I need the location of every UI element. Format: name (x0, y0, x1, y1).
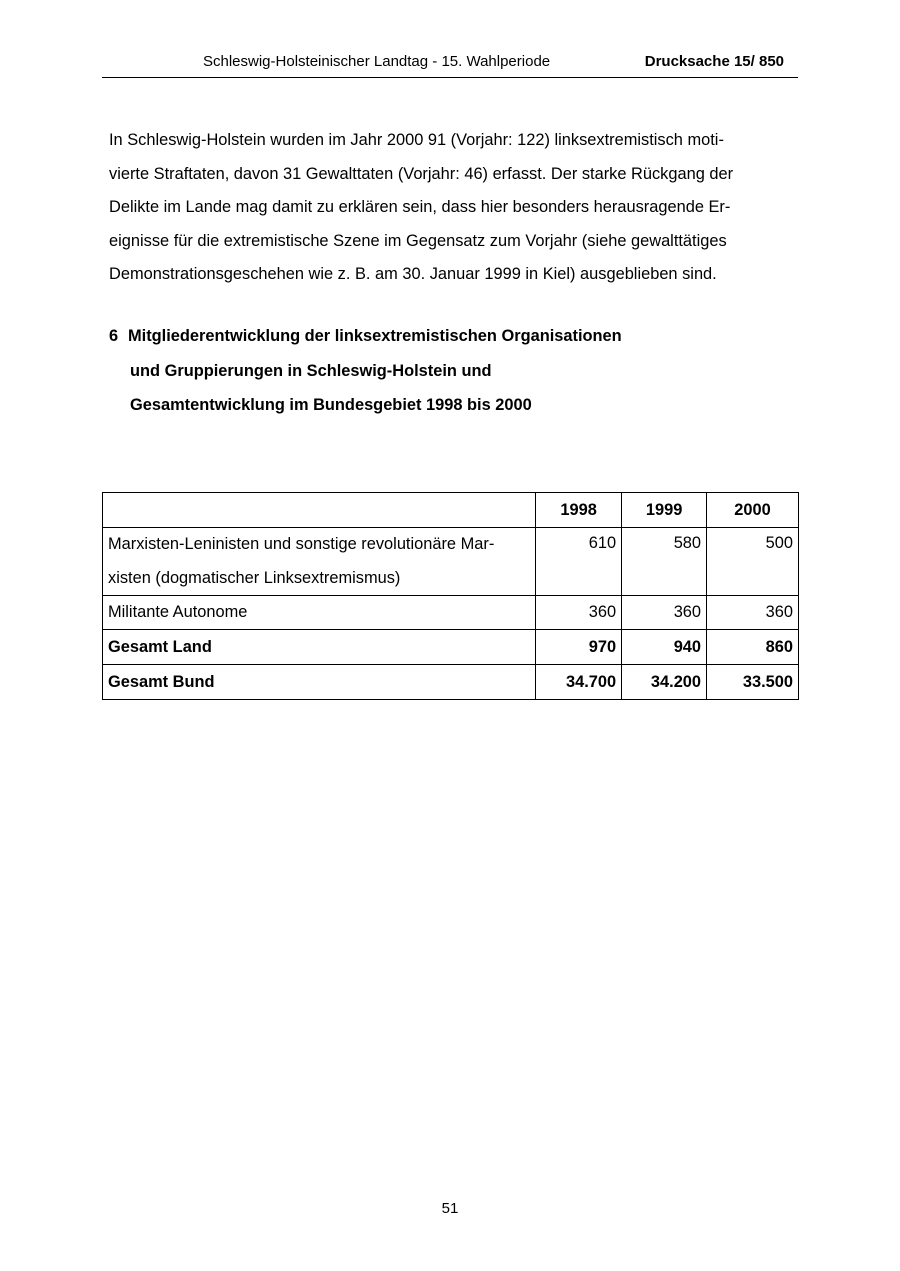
table-cell: 360 (622, 596, 707, 630)
paragraph-line: In Schleswig-Holstein wurden im Jahr 2000 91 (Vorjahr: 122) linksextremistisch moti- (109, 131, 724, 149)
table-cell: 360 (707, 596, 799, 630)
table-cell: 360 (536, 596, 622, 630)
table-row (103, 596, 799, 630)
table-cell: 33.500 (707, 665, 799, 700)
row-label-line: xisten (dogmatischer Linksextremismus) (108, 568, 401, 587)
table-cell: 940 (622, 630, 707, 665)
paragraph-line: Demonstrationsgeschehen wie z. B. am 30. Januar 1999 in Kiel) ausgeblieben sind. (109, 265, 717, 283)
table-header-cell: 2000 (707, 493, 799, 528)
paragraph-line: eignisse für die extremistische Szene im Gegensatz zum Vorjahr (siehe gewalttätiges (109, 231, 727, 250)
table-cell: 580 (622, 528, 707, 596)
table-cell: 34.200 (622, 665, 707, 700)
section-title-line: und Gruppierungen in Schleswig-Holstein und (130, 361, 492, 380)
section-heading (109, 319, 622, 423)
document-number: Drucksache 15/ 850 (644, 53, 784, 70)
table-row (103, 630, 799, 665)
table-cell: 34.700 (536, 665, 622, 700)
table-header-row (103, 493, 799, 528)
table-header-cell: 1998 (536, 493, 622, 528)
table-cell: 970 (536, 630, 622, 665)
body-paragraph (109, 124, 789, 292)
page-header (102, 51, 798, 78)
row-label-line: Marxisten-Leninisten und sonstige revolutionäre Mar- (108, 535, 495, 553)
row-label: Gesamt Bund (103, 665, 536, 700)
section-number: 6 (109, 327, 119, 345)
table-cell: 500 (707, 528, 799, 596)
table-cell: 610 (536, 528, 622, 596)
page-number: 51 (441, 1200, 459, 1217)
table-header-cell (103, 493, 536, 528)
table-cell: 860 (707, 630, 799, 665)
header-title: Schleswig-Holsteinischer Landtag - 15. Wahlperiode (203, 53, 551, 70)
table-row (103, 528, 799, 596)
membership-table (102, 492, 799, 700)
paragraph-line: vierte Straftaten, davon 31 Gewalttaten (Vorjahr: 46) erfasst. Der starke Rückgang der (109, 164, 734, 183)
row-label: Gesamt Land (103, 630, 536, 665)
table-header-cell: 1999 (622, 493, 707, 528)
section-title-line: Mitgliederentwicklung der linksextremistischen Organisationen (128, 327, 622, 345)
row-label: Militante Autonome (103, 596, 536, 630)
row-label (103, 528, 536, 596)
table-row (103, 665, 799, 700)
section-title-line: Gesamtentwicklung im Bundesgebiet 1998 bis 2000 (130, 396, 532, 414)
paragraph-line: Delikte im Lande mag damit zu erklären sein, dass hier besonders herausragende Er- (109, 198, 731, 216)
